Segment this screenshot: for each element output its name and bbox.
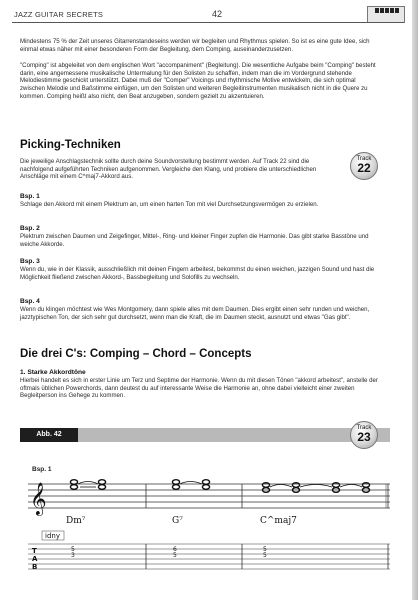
example-1-text: Schlage den Akkord mit einem Plektrum an, um einen harten Ton mit viel Durchsetzungsvermögen zu erzielen. [20, 201, 319, 208]
track-22-badge [350, 152, 378, 180]
svg-text:6: 6 [173, 546, 177, 553]
tab-staff [28, 544, 390, 569]
chord-symbol-2: G⁷ [172, 516, 183, 526]
chord-symbol-3: C^maj7 [260, 516, 297, 526]
svg-text:T: T [32, 547, 37, 555]
intro-paragraph-1: Mindestens 75 % der Zeit unseres Gitarrenstandeseins werden wir begleiten und Rhythmus spielen. So ist es eine gute Idee, sich einmal etwas näher mit einer besonderen Form der Begleitung, dem Comping, auseinanderzusetzen. [20, 38, 370, 53]
tab-clef [32, 547, 38, 571]
figure-label: Abb. 42 [20, 428, 78, 442]
example-3-text: Wenn du, wie in der Klassik, ausschließlich mit deinen Fingern arbeitest, bekommst du einen weichen, jazzigen Sound und hast die Möglichkeit fließend zwischen Akkord-, Bassbegleitung und Solofills zu wechseln. [20, 266, 375, 281]
svg-text:5: 5 [263, 552, 267, 559]
track-23-badge [350, 421, 378, 449]
three-cs-subheading: 1. Starke Akkordtöne [20, 369, 86, 376]
picking-intro: Die jeweilige Anschlagstechnik sollte durch deine Soundvorstellung bestimmt werden. Auf Track 22 sind die nachfolgend aufgeführten Techniken aufgenommen. Vergleiche den Klang, und probiere die unterschiedlichen Anschläge mit einem C^maj7-Akkord aus. [20, 158, 317, 181]
three-cs-heading: Die drei C's: Comping – Chord – Concepts [20, 348, 252, 360]
tab-numbers [71, 546, 267, 559]
example-4-title: Bsp. 4 [20, 298, 40, 305]
example-1-title: Bsp. 1 [20, 193, 40, 200]
header-rule [12, 22, 404, 23]
music-notation [20, 478, 392, 588]
small-mark: idny [45, 532, 60, 540]
example-2-text: Plektrum zwischen Daumen und Zeigefinger, Mittel-, Ring- und kleiner Finger zupfen die Harmonie. Das gibt starke Basstöne und weiche Akkorde. [20, 233, 369, 248]
track-label: Track [356, 156, 372, 162]
book-title: JAZZ GUITAR SECRETS [14, 10, 104, 19]
example-2-title: Bsp. 2 [20, 225, 40, 232]
figure-example-title: Bsp. 1 [32, 466, 52, 473]
svg-text:5: 5 [173, 552, 177, 559]
three-cs-text: Hierbei handelt es sich in erster Linie um Terz und Septime der Harmonie. Wenn du mit diesen Tönen "akkord arbeitest", anstelle der oftmals üblichen Powerchords, dann deutest du auf interessante Weise die Harmonie an, ohne dabei vielleicht einer zweiten Begleitperson ins Gehege zu kommen. [20, 377, 378, 400]
page-number: 42 [212, 9, 223, 19]
track-number: 22 [357, 161, 371, 175]
picking-heading: Picking-Techniken [20, 139, 121, 151]
intro-paragraph-2: "Comping" ist abgeleitet von dem englischen Wort "accompaniment" (Begleitung). Die wesentliche Aufgabe beim "Comping" besteht darin, eine angemessene musikalische Untermalung für den Solisten zu schaffen, indem man die im Vordergrund stehende Melodiestimme geschickt unterstützt. Dabei muß der "Comper" Voicings und rhythmische Motive entwickeln, die sich optimal zwischen Melodie und Baßstimme einfügen, um den Solisten und weiteren Begleitinstrumenten musikalisch nicht in die Quere zu kommen. Comping heißt also nicht, den Beat anzugeben, sondern gezielt zu akzentuieren. [20, 62, 376, 100]
svg-text:3: 3 [71, 552, 75, 559]
svg-text:5: 5 [71, 546, 75, 553]
svg-text:B: B [32, 563, 38, 571]
svg-text:A: A [32, 555, 38, 563]
treble-clef-icon: 𝄞 [30, 482, 47, 515]
track-number: 23 [357, 430, 371, 444]
chord-symbol-1: Dm⁷ [66, 516, 86, 526]
svg-text:5: 5 [263, 546, 267, 553]
example-4-text: Wenn du klingen möchtest wie Wes Montgomery, dann spiele alles mit dem Daumen. Dies ergibt einen sehr runden und weichen, jazztypischen Ton, der sich sehr gut durchsetzt, wenn man die Kraft, die im Daumen steckt, ausnutzt und etwas "Gas gibt". [20, 306, 370, 321]
track-label: Track [356, 425, 372, 431]
example-3-title: Bsp. 3 [20, 258, 40, 265]
page-header [12, 6, 406, 32]
publisher-logo [367, 6, 405, 23]
page-edge [412, 0, 418, 600]
